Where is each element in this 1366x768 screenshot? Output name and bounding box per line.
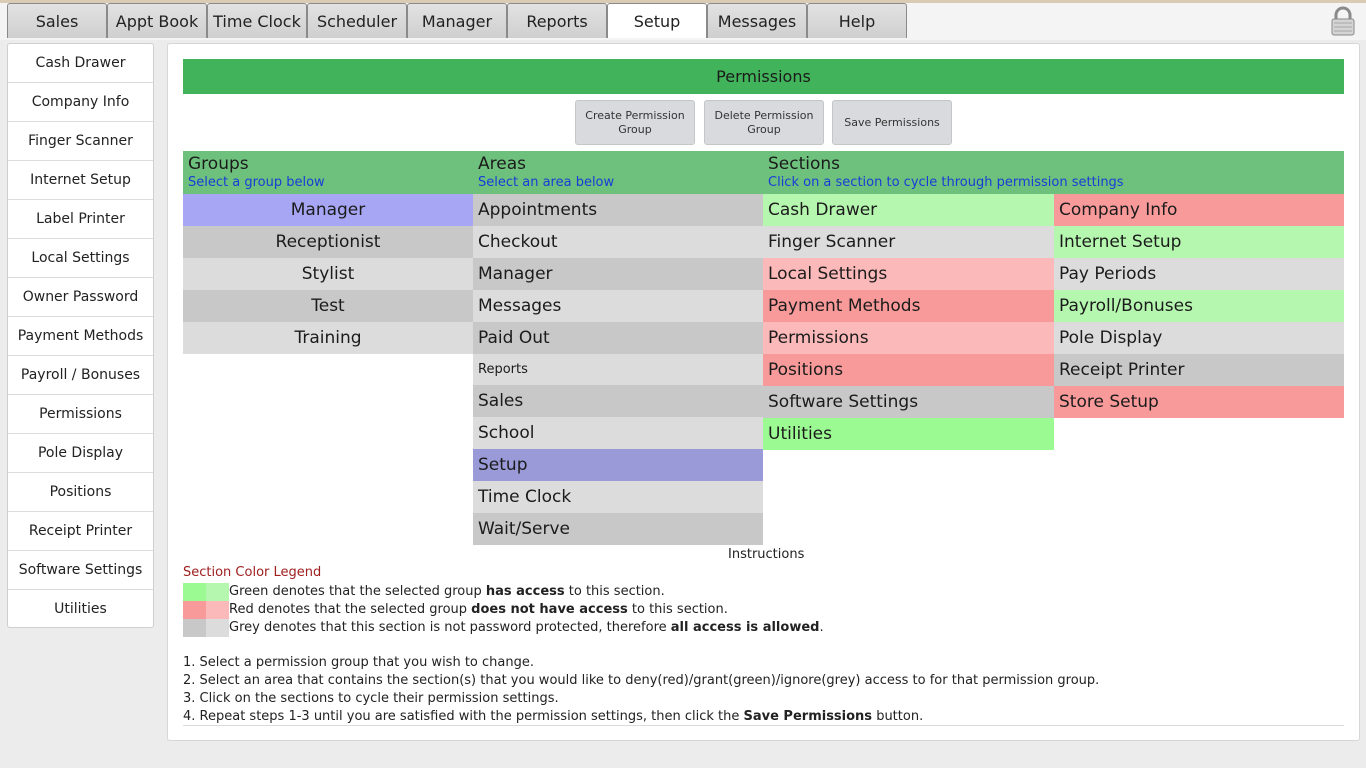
sidebar-item-software-settings[interactable]: Software Settings [8, 551, 153, 590]
sections-hint: Click on a section to cycle through permission settings [768, 175, 1124, 190]
tab-scheduler[interactable]: Scheduler [307, 3, 407, 38]
tab-reports[interactable]: Reports [507, 3, 607, 38]
section-item-positions[interactable]: Positions [763, 354, 1054, 386]
group-item-manager[interactable]: Manager [183, 194, 473, 226]
group-item-stylist[interactable]: Stylist [183, 258, 473, 290]
section-item-payment-methods[interactable]: Payment Methods [763, 290, 1054, 322]
sidebar-item-owner-password[interactable]: Owner Password [8, 278, 153, 317]
section-item-local-settings[interactable]: Local Settings [763, 258, 1054, 290]
sidebar-item-payroll-bonuses[interactable]: Payroll / Bonuses [8, 356, 153, 395]
page-title: Permissions [183, 59, 1344, 94]
tab-appt-book[interactable]: Appt Book [107, 3, 207, 38]
area-item-paid-out[interactable]: Paid Out [473, 322, 763, 354]
instruction-step-1: 1. Select a permission group that you wish to change. [183, 655, 534, 670]
legend-green-text: Green denotes that the selected group has access to this section. [229, 584, 665, 599]
group-item-receptionist[interactable]: Receptionist [183, 226, 473, 258]
groups-title: Groups [188, 154, 249, 174]
section-item-permissions[interactable]: Permissions [763, 322, 1054, 354]
sidebar-item-positions[interactable]: Positions [8, 473, 153, 512]
areas-hint: Select an area below [478, 175, 615, 190]
sidebar-item-cash-drawer[interactable]: Cash Drawer [8, 44, 153, 83]
area-item-time-clock[interactable]: Time Clock [473, 481, 763, 513]
section-item-internet-setup[interactable]: Internet Setup [1054, 226, 1344, 258]
area-item-setup[interactable]: Setup [473, 449, 763, 481]
sidebar-item-finger-scanner[interactable]: Finger Scanner [8, 122, 153, 161]
section-item-store-setup[interactable]: Store Setup [1054, 386, 1344, 418]
create-permission-group-button[interactable]: Create Permission Group [575, 100, 695, 145]
setup-sidebar [7, 43, 154, 628]
sidebar-item-local-settings[interactable]: Local Settings [8, 239, 153, 278]
grey-swatch-light [206, 619, 229, 637]
groups-hint: Select a group below [188, 175, 325, 190]
top-nav [0, 0, 1366, 40]
tab-messages[interactable]: Messages [707, 3, 807, 38]
instruction-step-3: 3. Click on the sections to cycle their permission settings. [183, 691, 559, 706]
lock-icon[interactable] [1330, 6, 1356, 36]
sections-title: Sections [768, 154, 841, 174]
sidebar-item-internet-setup[interactable]: Internet Setup [8, 161, 153, 200]
red-swatch-dark [183, 601, 206, 619]
permissions-panel [167, 43, 1360, 741]
area-item-school[interactable]: School [473, 417, 763, 449]
tab-manager[interactable]: Manager [407, 3, 507, 38]
instruction-step-4: 4. Repeat steps 1-3 until you are satisfied with the permission settings, then click the Save Permissions button. [183, 709, 924, 724]
sidebar-item-payment-methods[interactable]: Payment Methods [8, 317, 153, 356]
section-item-pole-display[interactable]: Pole Display [1054, 322, 1344, 354]
sidebar-item-pole-display[interactable]: Pole Display [8, 434, 153, 473]
instructions-title: Instructions [728, 547, 805, 562]
legend-grey-text: Grey denotes that this section is not password protected, therefore all access is allowed. [229, 620, 824, 635]
delete-permission-group-button[interactable]: Delete Permission Group [704, 100, 824, 145]
section-item-payroll-bonuses[interactable]: Payroll/Bonuses [1054, 290, 1344, 322]
section-item-cash-drawer[interactable]: Cash Drawer [763, 194, 1054, 226]
tab-sales[interactable]: Sales [7, 3, 107, 38]
section-item-software-settings[interactable]: Software Settings [763, 386, 1054, 418]
area-item-messages[interactable]: Messages [473, 290, 763, 322]
section-item-company-info[interactable]: Company Info [1054, 194, 1344, 226]
sidebar-item-company-info[interactable]: Company Info [8, 83, 153, 122]
instruction-step-2: 2. Select an area that contains the section(s) that you would like to deny(red)/grant(green)/ignore(grey) access to for that permission group. [183, 673, 1100, 688]
area-item-checkout[interactable]: Checkout [473, 226, 763, 258]
legend-red-text: Red denotes that the selected group does not have access to this section. [229, 602, 728, 617]
area-item-reports[interactable]: Reports [473, 354, 763, 386]
section-item-receipt-printer[interactable]: Receipt Printer [1054, 354, 1344, 386]
tab-help[interactable]: Help [807, 3, 907, 38]
column-header-bar [183, 151, 1344, 194]
legend-title: Section Color Legend [183, 565, 322, 580]
areas-header [478, 151, 614, 190]
sidebar-item-utilities[interactable]: Utilities [54, 601, 107, 617]
group-item-training[interactable]: Training [183, 322, 473, 354]
red-swatch-light [206, 601, 229, 619]
green-swatch-dark [183, 583, 206, 601]
sections-header [768, 151, 1124, 190]
section-item-pay-periods[interactable]: Pay Periods [1054, 258, 1344, 290]
areas-title: Areas [478, 154, 526, 174]
grey-swatch-dark [183, 619, 206, 637]
sidebar-item-receipt-printer[interactable]: Receipt Printer [8, 512, 153, 551]
sidebar-item-label-printer[interactable]: Label Printer [8, 200, 153, 239]
save-permissions-button[interactable]: Save Permissions [832, 100, 952, 145]
group-item-test[interactable]: Test [183, 290, 473, 322]
groups-header [188, 151, 325, 190]
area-item-manager[interactable]: Manager [473, 258, 763, 290]
section-item-utilities[interactable]: Utilities [763, 418, 1054, 450]
green-swatch-light [206, 583, 229, 601]
area-item-appointments[interactable]: Appointments [473, 194, 763, 226]
tab-setup[interactable]: Setup [607, 3, 707, 38]
sidebar-item-permissions[interactable]: Permissions [8, 395, 153, 434]
tab-time-clock[interactable]: Time Clock [207, 3, 307, 38]
area-item-wait-serve[interactable]: Wait/Serve [473, 513, 763, 545]
bottom-divider [183, 725, 1344, 726]
area-item-sales[interactable]: Sales [473, 385, 763, 417]
section-item-finger-scanner[interactable]: Finger Scanner [763, 226, 1054, 258]
